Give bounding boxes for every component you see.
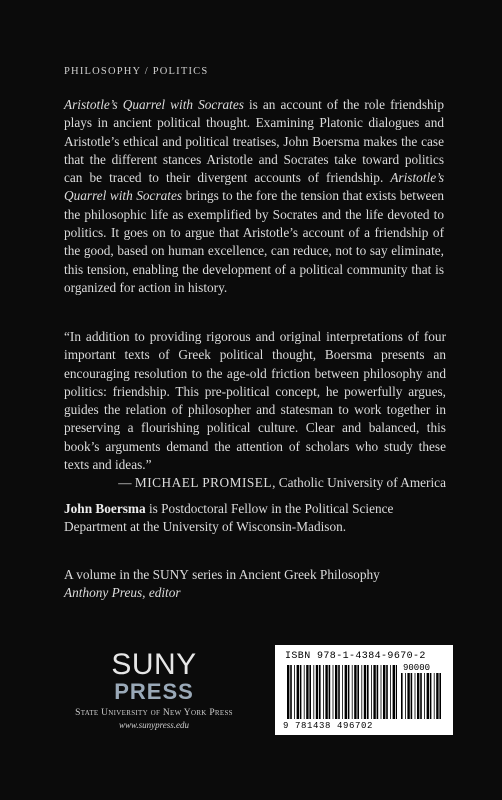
barcode-bar	[297, 665, 299, 719]
barcode-bar	[383, 665, 385, 719]
endorsement-text: “In addition to providing rigorous and original interpretations of four important texts of Greek political thought, Boersma presents an encouraging resolution to the age-old friction between philosophy and politics: friendship. This pre-political concept, he powerfully argues, guides the relation of philosopher and statesman to work together in preserving a flourishing political culture. Clear and balanced, this book’s arguments demand the attention of scholars who study these texts and ideas.”	[64, 329, 446, 473]
series-info	[64, 566, 446, 603]
series-editor: Anthony Preus, editor	[64, 585, 181, 601]
author-bio-text: is Postdoctoral Fellow in the Political Science Department at the University of Wisconsin-Madison.	[64, 501, 394, 535]
endorser-affiliation: , Catholic University of America	[272, 475, 446, 491]
series-prefix: A volume in the	[64, 567, 153, 582]
publisher-logo	[64, 650, 244, 730]
barcode-bar	[393, 665, 395, 719]
endorsement	[64, 328, 446, 493]
isbn-number: ISBN 978-1-4384-9670-2	[285, 651, 426, 662]
barcode-bar	[357, 665, 359, 719]
barcode-bar	[333, 665, 334, 719]
barcode-bar	[287, 665, 289, 719]
barcode-bar	[381, 665, 382, 719]
barcode-bar	[306, 665, 308, 719]
barcode-bar	[386, 665, 388, 719]
barcode-bar	[329, 665, 331, 719]
publisher-website: www.sunypress.edu	[118, 720, 189, 730]
barcode-bar	[405, 673, 406, 719]
barcode-bar	[407, 673, 409, 719]
logo-press-text: PRESS	[114, 679, 194, 704]
barcode-bar	[319, 665, 321, 719]
barcode-bar	[411, 673, 413, 719]
book-description	[64, 96, 444, 297]
barcode-bar	[294, 665, 295, 719]
series-suny: SUNY	[152, 567, 189, 582]
barcode-bar	[300, 665, 302, 719]
description-text-1: is an account of the role friendship plays in ancient political thought. Examining Platonic dialogues and Aristotle’s ethical and political treatises, John Boersma makes the case that the different stances Aristotle and Socrates take toward politics can be traced to their divergent accounts of friendship.	[64, 97, 444, 186]
barcode-bar	[427, 673, 429, 719]
endorser-name: MICHAEL PROMISEL	[134, 475, 273, 491]
barcode-bar	[338, 665, 340, 719]
barcode-bar	[434, 673, 435, 719]
barcode-bar	[304, 665, 305, 719]
book-title-repeat: Aristotle’s Quarrel with Socrates	[64, 170, 444, 204]
barcode-bar	[401, 673, 403, 719]
attribution-dash: —	[118, 475, 135, 491]
logo-suny-text: SUNY	[111, 648, 197, 681]
barcode-bar	[348, 665, 350, 719]
author-bio	[64, 500, 446, 537]
barcode-bar	[439, 673, 441, 719]
barcode-bar	[352, 665, 353, 719]
barcode-panel	[275, 645, 453, 735]
barcode-bar	[415, 673, 416, 719]
category-label: PHILOSOPHY / POLITICS	[64, 66, 209, 77]
barcode-bar	[373, 665, 375, 719]
barcode-bar	[316, 665, 318, 719]
barcode-bar	[345, 665, 347, 719]
barcode-bar	[361, 665, 362, 719]
barcode-bar	[436, 673, 438, 719]
barcode-bar	[417, 673, 419, 719]
barcode-bar	[309, 665, 311, 719]
barcode-bar	[424, 673, 425, 719]
barcode-addon-number: 90000	[403, 663, 431, 673]
barcode-bar	[430, 673, 432, 719]
publisher-name: State University of New York Press	[75, 708, 233, 718]
barcode-bar	[390, 665, 391, 719]
barcode-bar	[371, 665, 372, 719]
barcode-bar	[313, 665, 314, 719]
barcode-icon	[287, 665, 397, 719]
barcode-bar	[325, 665, 327, 719]
barcode-bar	[364, 665, 366, 719]
barcode-bar	[323, 665, 324, 719]
endorsement-attribution	[64, 474, 446, 492]
barcode-bar	[377, 665, 379, 719]
series-suffix: series in Ancient Greek Philosophy	[188, 567, 380, 582]
barcode-bar	[335, 665, 337, 719]
barcode-bar	[290, 665, 292, 719]
barcode-bar	[420, 673, 422, 719]
barcode-addon-icon	[401, 673, 441, 719]
barcode-bar	[342, 665, 343, 719]
series-line	[64, 566, 446, 584]
author-name: John Boersma	[64, 501, 146, 516]
ean-digits: 9 781438 496702	[283, 721, 374, 731]
book-title: Aristotle’s Quarrel with Socrates	[64, 97, 244, 112]
barcode-bar	[367, 665, 369, 719]
description-text-2: brings to the fore the tension that exists between the philosophic life as exemplified by Socrates and the life devoted to politics. It goes on to argue that Aristotle’s account of a friendship of the good, based on human excellence, can reduce, not to say eliminate, this tension, enabling the development of a political community that is organized for action in history.	[64, 188, 444, 295]
barcode-bar	[354, 665, 356, 719]
barcode-bar	[396, 665, 397, 719]
